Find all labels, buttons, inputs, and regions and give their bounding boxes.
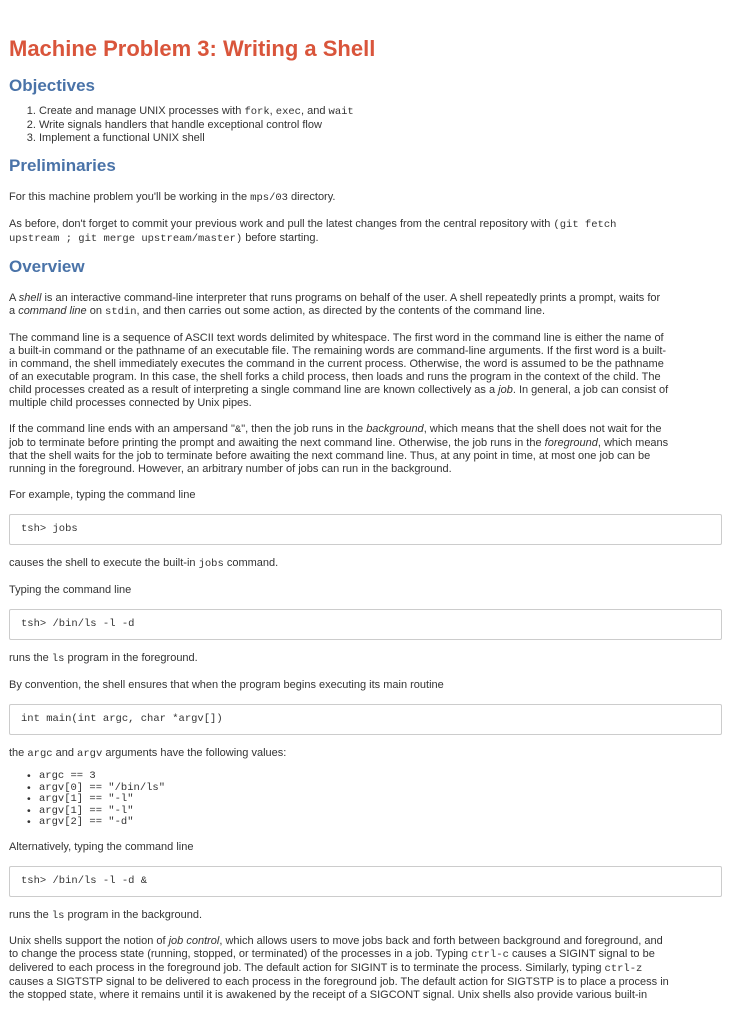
code-block: tsh> /bin/ls -l -d	[9, 609, 722, 640]
paragraph: For this machine problem you'll be working in the mps/03 directory.	[9, 191, 336, 204]
paragraph: runs the ls program in the background.	[9, 908, 203, 922]
paragraph: The command line is a sequence of ASCII text words delimited by whitespace. The first word in the command line is either the name of a built-in command or the pathname of an executable file. The remaining words are command-line arguments. If the first word is a built- in command, the shell immediately executes the command in the current process. Otherwise, the word is assumed to be the pathname of an executable program. In this case, the shell forks a child process, then loads and runs the program in the context of the child. The child processes created as a result of interpreting a single command line are known collectively as a job. In general, a job can consist of multiple child processes connected by Unix pipes.	[9, 332, 669, 409]
paragraph: For example, typing the command line	[9, 489, 196, 501]
code-block: tsh> /bin/ls -l -d &	[9, 866, 722, 897]
code-block: tsh> jobs	[9, 514, 722, 545]
list-item: 3. Implement a functional UNIX shell	[39, 132, 722, 145]
code-block: int main(int argc, char *argv[])	[9, 704, 722, 735]
objectives-list	[9, 105, 722, 145]
paragraph: runs the ls program in the foreground.	[9, 652, 198, 665]
paragraph: Unix shells support the notion of job control, which allows users to move jobs back and forth between background and foreground, and to change the process state (running, stopped, or terminated) of the processes in a job. Typing ctrl-c causes a SIGINT signal to be delivered to each process in the foreground job. The default action for SIGINT is to terminate the process. Similarly, typing ctrl-z causes a SIGTSTP signal to be delivered to each process in the foreground job. The default action for SIGTSTP is to place a process in the stopped state, where it remains until it is awakened by the receipt of a SIGCONT signal. Unix shells also provide various built-in	[9, 934, 669, 1001]
page-title: Machine Problem 3: Writing a Shell	[9, 36, 376, 61]
argv-list	[9, 771, 722, 829]
paragraph: By convention, the shell ensures that when the program begins executing its main routine	[9, 679, 444, 691]
overview-heading: Overview	[9, 257, 85, 276]
paragraph: causes the shell to execute the built-in jobs command.	[9, 557, 279, 570]
list-item: • argv[2] == "-d"	[39, 817, 722, 829]
list-item: • argv[1] == "-l"	[39, 806, 722, 818]
paragraph: Alternatively, typing the command line	[9, 840, 194, 853]
paragraph: As before, don't forget to commit your previous work and pull the latest changes from the central repository with (git fetch upstream ; git merge upstream/master) before starting.	[9, 218, 617, 245]
list-item: 2. Write signals handlers that handle exceptional control flow	[39, 119, 722, 132]
list-item: 1. Create and manage UNIX processes with fork, exec, and wait	[39, 105, 722, 119]
list-item: • argc == 3	[39, 771, 722, 783]
list-item: • argv[1] == "-l"	[39, 794, 722, 806]
paragraph: If the command line ends with an ampersand "&", then the job runs in the background, which means that the shell does not wait for the job to terminate before printing the prompt and awaiting the next command line. Otherwise, the job runs in the foreground, which means that the shell waits for the job to terminate before awaiting the next command line. Thus, at any point in time, at most one job can be running in the foreground. However, an arbitrary number of jobs can run in the background.	[9, 423, 669, 475]
list-item: • argv[0] == "/bin/ls"	[39, 783, 722, 795]
paragraph: Typing the command line	[9, 584, 132, 596]
preliminaries-heading: Preliminaries	[9, 156, 116, 175]
paragraph: the argc and argv arguments have the following values:	[9, 747, 287, 760]
paragraph: A shell is an interactive command-line interpreter that runs programs on behalf of the user. A shell repeatedly prints a prompt, waits for a command line on stdin, and then carries out some action, as directed by the contents of the command line.	[9, 292, 661, 318]
objectives-heading: Objectives	[9, 76, 95, 95]
